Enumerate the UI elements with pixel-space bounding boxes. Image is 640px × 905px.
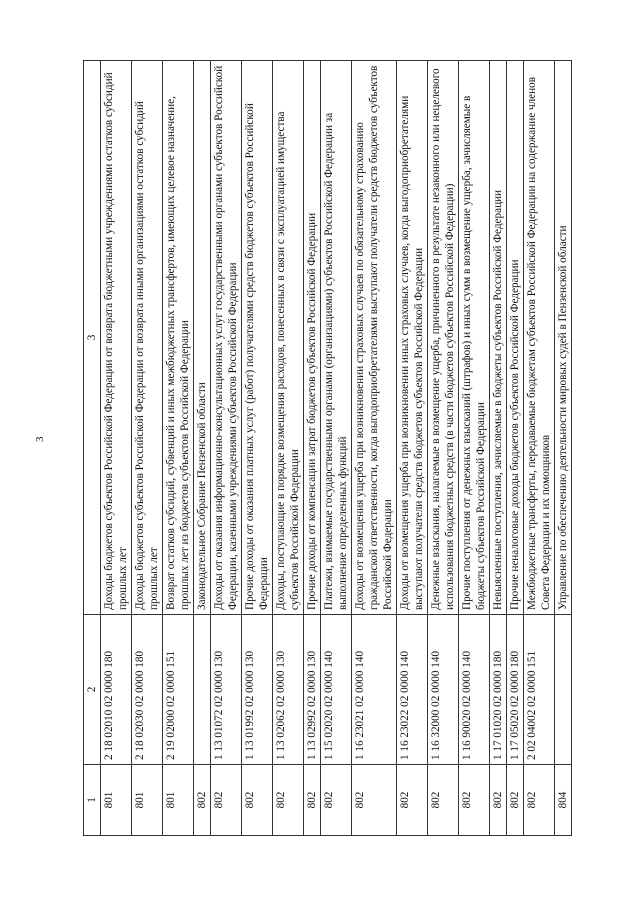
budget-code-cell: 2 18 02010 02 0000 180 [101,615,132,765]
table-row [101,61,132,836]
admin-code-cell: 801 [132,765,163,836]
table-row [211,61,242,836]
budget-code-cell: 1 16 23021 02 0000 140 [352,615,397,765]
admin-code-cell: 802 [321,765,352,836]
income-name-cell: Доходы от оказания информационно-консультационных услуг государственными органами субъектов Российской Федерации, казенными учреждениями субъектов Российской Федерации [211,61,242,615]
table-row [490,61,507,836]
admin-code-cell: 802 [211,765,242,836]
admin-code-cell: 802 [194,765,211,836]
column-header-3: 3 [84,61,101,615]
table-row [304,61,321,836]
budget-code-cell [194,615,211,765]
admin-code-cell: 802 [459,765,490,836]
table-row [242,61,273,836]
table-row [459,61,490,836]
budget-code-cell: 1 16 90020 02 0000 140 [459,615,490,765]
table-row [194,61,211,836]
budget-code-cell: 1 13 01992 02 0000 130 [242,615,273,765]
admin-code-cell: 804 [555,765,572,836]
admin-code-cell: 802 [242,765,273,836]
column-header-1: 1 [84,765,101,836]
admin-code-cell: 801 [163,765,194,836]
admin-code-cell: 801 [101,765,132,836]
table-row [524,61,555,836]
column-header-2: 2 [84,615,101,765]
table-row [507,61,524,836]
income-codes-table [83,60,572,836]
budget-code-cell: 1 13 01072 02 0000 130 [211,615,242,765]
income-name-cell: Денежные взыскания, налагаемые в возмещение ущерба, причиненного в результате незаконного или нецелевого использования бюджетных средств (в части бюджетов субъектов Российской Федерации) [428,61,459,615]
admin-code-cell: 802 [507,765,524,836]
admin-code-cell: 802 [397,765,428,836]
budget-code-cell: 1 13 02062 02 0000 130 [273,615,304,765]
income-name-cell: Доходы, поступающие в порядке возмещения расходов, понесенных в связи с эксплуатацией имущества субъектов Российской Федерации [273,61,304,615]
income-name-cell: Возврат остатков субсидий, субвенций и иных межбюджетных трансфертов, имеющих целевое назначение, прошлых лет из бюджетов субъектов Российской Федерации [163,61,194,615]
admin-code-cell: 802 [352,765,397,836]
income-name-cell: Доходы бюджетов субъектов Российской Федерации от возврата иными организациями остатков субсидий прошлых лет [132,61,163,615]
budget-code-cell: 1 17 01020 02 0000 180 [490,615,507,765]
income-name-cell: Прочие доходы от оказания платных услуг (работ) получателями средств бюджетов субъектов Российской Федерации [242,61,273,615]
budget-code-cell: 2 02 04002 02 0000 151 [524,615,555,765]
budget-code-cell: 2 18 02030 02 0000 180 [132,615,163,765]
admin-code-cell: 802 [304,765,321,836]
income-name-cell: Межбюджетные трансферты, передаваемые бюджетам субъектов Российской Федерации на содержание членов Совета Федерации и их помощников [524,61,555,615]
income-name-cell: Прочие доходы от компенсации затрат бюджетов субъектов Российской Федерации [304,61,321,615]
table-body [101,61,572,836]
income-name-cell: Прочие неналоговые доходы бюджетов субъектов Российской Федерации [507,61,524,615]
budget-code-cell: 1 13 02992 02 0000 130 [304,615,321,765]
income-name-cell: Доходы от возмещения ущерба при возникновении страховых случаев по обязательному страхованию гражданской ответственности, когда выгодоприобретателями выступают получатели средств бюджетов субъектов Российской Федерации [352,61,397,615]
budget-code-cell: 1 16 23022 02 0000 140 [397,615,428,765]
budget-code-cell [555,615,572,765]
budget-code-cell: 1 17 05020 02 0000 180 [507,615,524,765]
income-name-cell: Доходы бюджетов субъектов Российской Федерации от возврата бюджетными учреждениями остатков субсидий прошлых лет [101,61,132,615]
income-name-cell: Законодательное Собрание Пензенской области [194,61,211,615]
table-row [273,61,304,836]
table-row [321,61,352,836]
table-header-row [84,61,101,836]
table-row [132,61,163,836]
budget-code-cell: 2 19 02000 02 0000 151 [163,615,194,765]
income-name-cell: Платежи, взимаемые государственными органами (организациями) субъектов Российской Федерации за выполнение определенных функций [321,61,352,615]
table-row [428,61,459,836]
rotated-table-wrapper [83,61,597,836]
budget-code-cell: 1 15 02020 02 0000 140 [321,615,352,765]
income-name-cell: Управление по обеспечению деятельности мировых судей в Пензенской области [555,61,572,615]
page-number: 3 [34,436,46,442]
table-row [352,61,397,836]
table-row [555,61,572,836]
table-row [163,61,194,836]
admin-code-cell: 802 [273,765,304,836]
income-name-cell: Доходы от возмещения ущерба при возникновении иных страховых случаев, когда выгодоприобретателями выступают получатели средств бюджетов субъектов Российской Федерации [397,61,428,615]
table-row [397,61,428,836]
income-name-cell: Прочие поступления от денежных взысканий (штрафов) и иных сумм в возмещение ущерба, зачисляемые в бюджеты субъектов Российской Федерации [459,61,490,615]
budget-code-cell: 1 16 32000 02 0000 140 [428,615,459,765]
admin-code-cell: 802 [428,765,459,836]
admin-code-cell: 802 [524,765,555,836]
income-name-cell: Невыясненные поступления, зачисляемые в бюджеты субъектов Российской Федерации [490,61,507,615]
admin-code-cell: 802 [490,765,507,836]
